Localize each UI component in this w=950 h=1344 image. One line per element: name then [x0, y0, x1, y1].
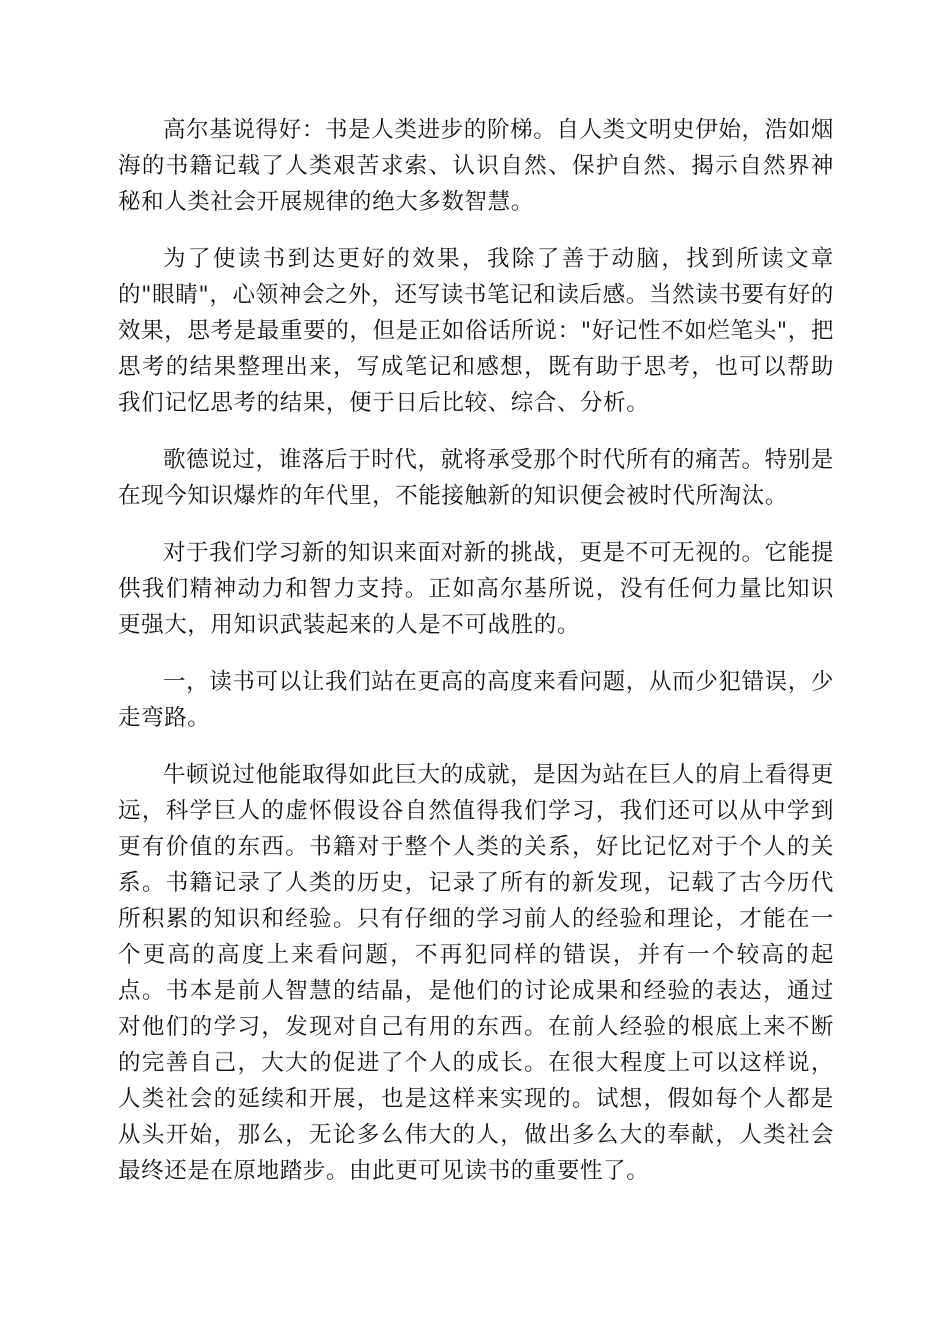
paragraph-2: 为了使读书到达更好的效果，我除了善于动脑，找到所读文章的"眼睛"，心领神会之外，还写读书笔记和读后感。当然读书要有好的效果，思考是最重要的，但是正如俗话所说："好记性不如烂笔头"，把思考的结果整理出来，写成笔记和感想，既有助于思考，也可以帮助我们记忆思考的结果，便于日后比较、综合、分析。	[118, 246, 834, 416]
paragraph-4: 对于我们学习新的知识来面对新的挑战，更是不可无视的。它能提供我们精神动力和智力支持。正如高尔基所说，没有任何力量比知识更强大，用知识武装起来的人是不可战胜的。	[118, 540, 834, 638]
paragraph-1: 高尔基说得好：书是人类进步的阶梯。自人类文明史伊始，浩如烟海的书籍记载了人类艰苦求索、认识自然、保护自然、揭示自然界神秘和人类社会开展规律的绝大多数智慧。	[118, 117, 834, 215]
paragraph-5: 一，读书可以让我们站在更高的高度来看问题，从而少犯错误，少走弯路。	[118, 669, 834, 731]
document-page	[118, 112, 834, 1210]
paragraph-3: 歌德说过，谁落后于时代，就将承受那个时代所有的痛苦。特别是在现今知识爆炸的年代里，不能接触新的知识便会被时代所淘汰。	[118, 447, 834, 509]
paragraph-6: 牛顿说过他能取得如此巨大的成就，是因为站在巨人的肩上看得更远，科学巨人的虚怀假设谷自然值得我们学习，我们还可以从中学到更有价值的东西。书籍对于整个人类的关系，好比记忆对于个人的关系。书籍记录了人类的历史，记录了所有的新发现，记载了古今历代所积累的知识和经验。只有仔细的学习前人的经验和理论，才能在一个更高的高度上来看问题，不再犯同样的错误，并有一个较高的起点。书本是前人智慧的结晶，是他们的讨论成果和经验的表达，通过对他们的学习，发现对自己有用的东西。在前人经验的根底上来不断的完善自己，大大的促进了个人的成长。在很大程度上可以这样说，人类社会的延续和开展，也是这样来实现的。试想，假如每个人都是从头开始，那么，无论多么伟大的人，做出多么大的奉献，人类社会最终还是在原地踏步。由此更可见读书的重要性了。	[118, 762, 834, 1184]
